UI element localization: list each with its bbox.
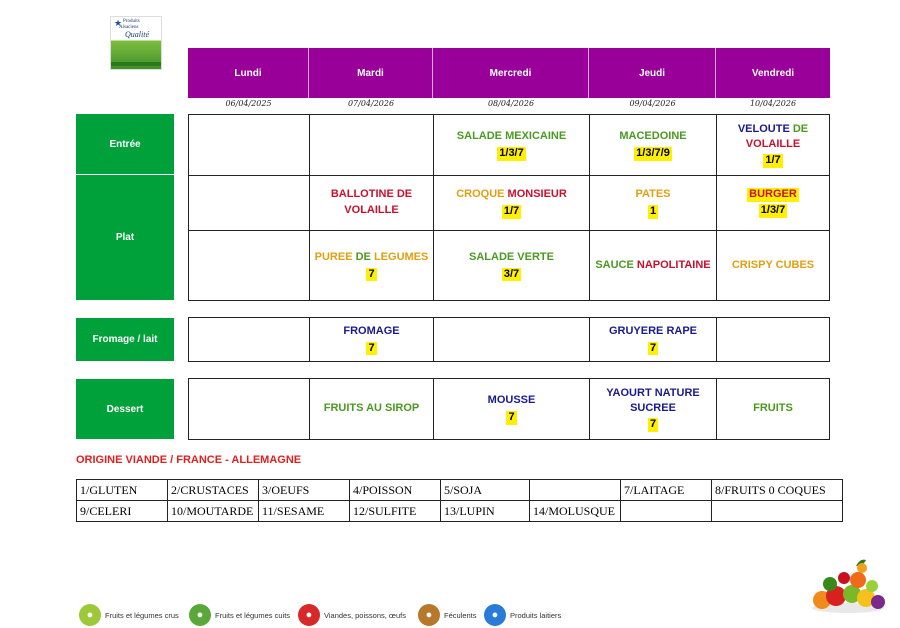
day-header-vendredi: Vendredi (716, 48, 830, 98)
plat2-mardi-cell (309, 230, 434, 301)
day-header-mardi: Mardi (309, 48, 433, 98)
legend-item (189, 604, 290, 626)
allergen-cell: 5/SOJA (441, 480, 530, 501)
allergen-codes: 3/7 (503, 267, 520, 280)
plat1-jeudi-cell (589, 175, 717, 231)
allergen-cell (712, 501, 843, 522)
section-label-plat: Plat (76, 175, 174, 300)
dish-name: SUCREE (630, 402, 676, 415)
date-mercredi: 08/04/2026 (487, 99, 535, 108)
allergen-codes: 1/3/7 (499, 147, 524, 160)
dish-word: PUREE (314, 250, 353, 263)
fromage-mardi-cell (309, 317, 434, 362)
dessert-vendredi-cell (716, 378, 830, 440)
date-vendredi: 10/04/2026 (749, 99, 797, 108)
apple-icon: ● (79, 604, 101, 626)
dish-name: SALADE VERTE (469, 250, 554, 263)
plat1-lundi-cell (188, 175, 310, 231)
dish-word: LEGUMES (373, 250, 429, 263)
bread-icon: ● (418, 604, 440, 626)
fromage-jeudi-cell (589, 317, 717, 362)
allergen-cell: 2/CRUSTACES (168, 480, 259, 501)
entree-vendredi-cell (716, 114, 830, 176)
allergen-codes: 1/7 (503, 205, 520, 218)
allergen-cell: 8/FRUITS 0 COQUES (712, 480, 843, 501)
allergen-codes: 7 (649, 417, 657, 430)
legend-label: Fruits et légumes cuits (215, 610, 291, 620)
legend-label: Produits laitiers (510, 610, 562, 620)
dessert-mardi-cell (309, 378, 434, 440)
allergen-cell: 10/MOUTARDE (168, 501, 259, 522)
allergen-cell: 3/OEUFS (259, 480, 350, 501)
plat1-mardi-cell (309, 175, 434, 231)
logo-line-2: Alsaciens (119, 25, 139, 30)
plat2-jeudi-cell (589, 230, 717, 301)
allergen-cell: 11/SESAME (259, 501, 350, 522)
dish-name: FROMAGE (343, 324, 400, 337)
allergen-cell: 12/SULFITE (350, 501, 441, 522)
dish-name: PATES (635, 188, 671, 201)
section-label-entree: Entrée (76, 114, 174, 174)
dish-word: MONSIEUR (507, 188, 567, 201)
allergen-cell (530, 480, 621, 501)
allergen-cell: 4/POISSON (350, 480, 441, 501)
dish-name: FRUITS (753, 402, 793, 415)
entree-mardi-cell (309, 114, 434, 176)
day-header-mercredi: Mercredi (433, 48, 589, 98)
star-icon: ★ (114, 18, 123, 28)
entree-lundi-cell (188, 114, 310, 176)
allergen-codes: 1/3/7/9 (636, 147, 670, 160)
logo-band (111, 62, 161, 66)
legend-item (418, 604, 477, 626)
allergen-codes: 7 (368, 341, 375, 354)
dish-name: FRUITS AU SIROP (323, 402, 420, 415)
dish-name: CRISPY CUBES (731, 258, 815, 271)
fromage-lundi-cell (188, 317, 310, 362)
date-mardi: 07/04/2026 (347, 99, 395, 108)
legend-item (484, 604, 561, 626)
dish-name: BALLOTINE DE (330, 188, 413, 201)
allergen-cell (621, 501, 712, 522)
plat1-mercredi-cell (433, 175, 590, 231)
allergen-codes: 7 (508, 411, 515, 424)
meat-icon: ● (298, 604, 320, 626)
dish-name: BURGER (749, 188, 797, 201)
dish-name: MOUSSE (487, 394, 536, 407)
logo-line-3: Qualité (125, 30, 149, 39)
plat2-mercredi-cell (433, 230, 590, 301)
dish-word: VELOUTE (737, 123, 790, 136)
allergen-codes: 7 (649, 341, 657, 354)
dish-name: GRUYERE RAPE (608, 324, 698, 337)
date-jeudi: 09/04/2026 (629, 99, 676, 108)
dish-word: CROQUE (456, 188, 505, 201)
dish-name: MACEDOINE (619, 130, 687, 143)
section-label-dessert: Dessert (76, 379, 174, 439)
allergen-codes: 1/3/7 (760, 204, 786, 216)
meat-origin-note: ORIGINE VIANDE / FRANCE - ALLEMAGNE (76, 454, 302, 466)
section-label-fromage: Fromage / lait (76, 318, 174, 361)
allergen-cell: 14/MOLUSQUE (530, 501, 621, 522)
plat1-vendredi-cell (716, 175, 830, 231)
dish-word: SAUCE (595, 258, 634, 271)
brand-logo (110, 16, 162, 70)
dish-name: VOLAILLE (344, 204, 399, 216)
allergen-cell: 9/CELERI (77, 501, 168, 522)
allergen-cell: 7/LAITAGE (621, 480, 712, 501)
dessert-jeudi-cell (589, 378, 717, 440)
dessert-mercredi-cell (433, 378, 590, 440)
dish-name: SALADE MEXICAINE (456, 130, 567, 143)
dish-name: YAOURT NATURE (606, 387, 700, 400)
allergen-codes: 1 (649, 205, 657, 218)
date-lundi: 06/04/2025 (225, 99, 272, 108)
dish-word: NAPOLITAINE (636, 258, 711, 271)
fruits-vegetables-illustration (808, 556, 890, 614)
legend-item (79, 604, 179, 626)
dish-word: DE (355, 250, 371, 263)
fromage-mercredi-cell (433, 317, 590, 362)
table-row (77, 480, 843, 501)
fromage-vendredi-cell (716, 317, 830, 362)
entree-jeudi-cell (589, 114, 717, 176)
pot-icon: ● (189, 604, 211, 626)
dish-word: DE (792, 123, 809, 136)
dish-word: VOLAILLE (745, 138, 801, 151)
day-header-jeudi: Jeudi (589, 48, 716, 98)
plat2-lundi-cell (188, 230, 310, 301)
allergen-cell: 1/GLUTEN (77, 480, 168, 501)
allergen-table (76, 479, 843, 522)
table-row (77, 501, 843, 522)
legend-label: Féculents (444, 610, 477, 620)
day-header-lundi: Lundi (188, 48, 309, 98)
plat2-vendredi-cell (716, 230, 830, 301)
logo-line-1: Produits (123, 19, 140, 24)
legend-label: Fruits et légumes crus (105, 610, 179, 620)
allergen-codes: 1/7 (765, 153, 781, 166)
entree-mercredi-cell (433, 114, 590, 176)
legend-label: Viandes, poissons, œufs (324, 610, 406, 620)
dessert-lundi-cell (188, 378, 310, 440)
allergen-codes: 7 (368, 267, 375, 280)
legend-item (298, 604, 406, 626)
milk-icon: ● (484, 604, 506, 626)
allergen-cell: 13/LUPIN (441, 501, 530, 522)
